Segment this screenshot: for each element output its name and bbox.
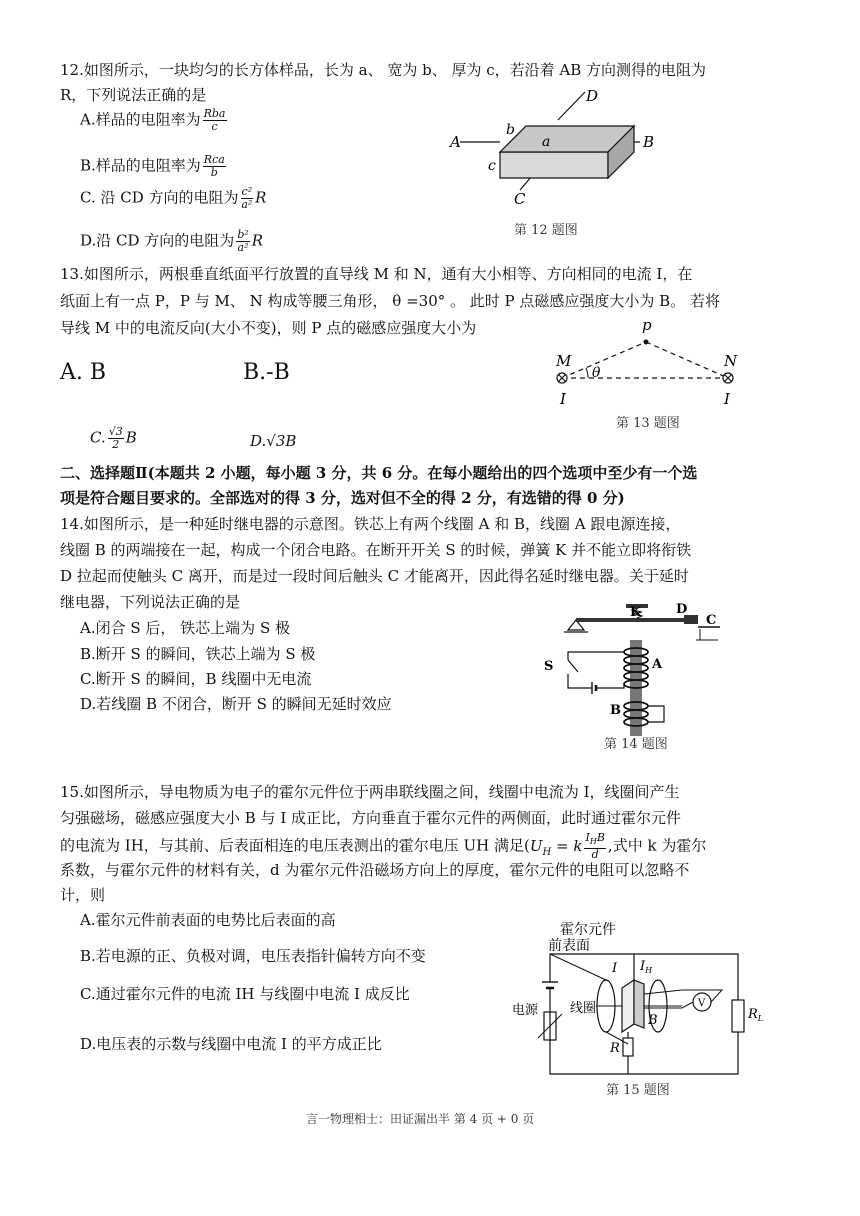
q15-label-i: I	[612, 961, 618, 976]
q14-line1: 14.如图所示，是一种延时继电器的示意图。铁芯上有两个线圈 A 和 B，线圈 A 跟电源连接，	[60, 515, 681, 533]
q14-wire-left	[568, 674, 592, 688]
q15-option-b: B.若电源的正、负极对调，电压表指针偏转方向不变	[80, 947, 426, 965]
q13-label-i2: I	[724, 390, 730, 408]
q13-label-m: M	[556, 352, 572, 370]
q13-angle-arc	[586, 368, 588, 378]
q12-option-d: D.沿 CD 方向的电阻为 $\frac{\text{b²}}{\text{a²}}$ R	[80, 228, 264, 254]
q14-wire-bottom	[596, 684, 624, 688]
q13-figure	[548, 314, 758, 436]
q15-wire-coil	[550, 954, 606, 980]
q12-label-width: b	[506, 122, 515, 138]
q15-label-b: B	[648, 1013, 658, 1028]
section2-line2: 项是符合题目要求的。全部选对的得 3 分，选对但不全的得 2 分，有选错的得 0 分)	[60, 489, 625, 507]
q13-option-a: A. B	[60, 360, 107, 385]
q14-label-c: C	[706, 613, 717, 628]
q14-line4: 继电器，下列说法正确的是	[60, 593, 241, 611]
q14-line2: 线圈 B 的两端接在一起，构成一个闭合电路。在断开开关 S 的时候，弹簧 K 并不能立即将衔铁	[60, 541, 692, 559]
q12-c-fraction: $\frac{\text{c²}}{\text{a²}}$	[241, 185, 253, 211]
q15-option-a: A.霍尔元件前表面的电势比后表面的高	[80, 911, 336, 929]
q12-label-thickness: c	[488, 158, 496, 174]
q14-switch-s	[568, 660, 578, 672]
q15-resistor-r	[623, 1038, 633, 1056]
q12-d-fraction: $\frac{\text{b²}}{\text{a²}}$	[237, 228, 249, 254]
q15-label-rl: $R_L$	[748, 1007, 764, 1023]
q12-figure	[440, 82, 670, 252]
q15-option-d: D.电压表的示数与线圈中电流 I 的平方成正比	[80, 1035, 382, 1053]
q15-hall-side	[634, 980, 644, 1028]
q14-label-b: B	[610, 703, 621, 718]
q15-label-hall: 霍尔元件	[560, 922, 616, 938]
q13-option-d: D.√3B	[250, 432, 297, 450]
q12-caption: 第 12 题图	[514, 223, 578, 238]
q13-line-mp	[562, 342, 646, 378]
q15-line2: 匀强磁场，磁感应强度大小 B 与 I 成正比，方向垂直于霍尔元件的两侧面，此时通过霍尔元件	[60, 809, 682, 827]
q15-line5: 计，则	[60, 886, 106, 904]
q13-line3: 导线 M 中的电流反向(大小不变)，则 P 点的磁感应强度大小为	[60, 319, 477, 337]
q15-caption: 第 15 题图	[606, 1083, 670, 1098]
q15-label-source: 电源	[512, 1003, 539, 1018]
q14-label-k: K	[630, 605, 642, 620]
q14-label-s: S	[544, 659, 554, 674]
q12-option-a: A.样品的电阻率为 $\frac{\text{Rba}}{c}$	[80, 107, 226, 133]
page-footer: 言一物理相士：田证漏出半 第 4 页 + 0 页	[306, 1112, 535, 1126]
q12-a-fraction: $\frac{\text{Rba}}{c}$	[203, 107, 226, 133]
q12-line-d	[558, 92, 585, 120]
q14-label-d: D	[676, 602, 688, 617]
q15-label-coil: 线圈	[570, 1001, 597, 1016]
q12-b-fraction: $\frac{\text{Rca}}{b}$	[203, 153, 225, 179]
q13-caption: 第 13 题图	[616, 416, 680, 431]
q13-option-b: B.-B	[243, 360, 290, 385]
q15-line1: 15.如图所示，导电物质为电子的霍尔元件位于两串联线圈之间，线圈中电流为 I，线圈间产生	[60, 783, 680, 801]
q12-line2: R，下列说法正确的是	[60, 86, 207, 104]
q15-label-v: V	[698, 998, 706, 1009]
q15-resistor-rl	[732, 1000, 744, 1032]
q12-label-b: B	[643, 133, 655, 151]
q12-option-c: C. 沿 CD 方向的电阻为 $\frac{\text{c²}}{\text{a²}}$ R	[80, 185, 267, 211]
q15-label-r: R	[610, 1041, 620, 1056]
q15-option-c: C.通过霍尔元件的电流 IH 与线圈中电流 I 成反比	[80, 985, 410, 1003]
section2-line1: 二、选择题Ⅱ(本题共 2 小题，每小题 3 分，共 6 分。在每小题给出的四个选项中至少有一个选	[60, 464, 698, 482]
q13-label-n: N	[724, 352, 738, 370]
q15-label-front: 前表面	[548, 938, 590, 954]
q14-option-d: D.若线圈 B 不闭合，断开 S 的瞬间无延时效应	[80, 695, 392, 713]
q13-label-p: p	[642, 316, 652, 334]
q14-coil-b-loop	[648, 706, 664, 722]
q15-line4: 系数，与霍尔元件的材料有关，d 为霍尔元件沿磁场方向上的厚度，霍尔元件的电阻可以忽略不	[60, 861, 690, 879]
q12-option-b: B.样品的电阻率为 $\frac{\text{Rca}}{b}$	[80, 153, 225, 179]
q15-hall-front	[622, 980, 634, 1032]
q15-label-ih: $I_H$	[640, 959, 653, 975]
q13-option-c: C. $\frac{√3}{2}$ B	[90, 425, 137, 451]
q13-label-theta: θ	[592, 365, 601, 381]
q12-label-a: A	[450, 133, 461, 151]
q14-label-a: A	[652, 657, 663, 672]
q13-line2: 纸面上有一点 P，P 与 M、 N 构成等腰三角形， θ =30° 。 此时 P 点磁感应强度大小为 B。 若将	[60, 292, 720, 310]
q13-point-p	[644, 340, 649, 345]
q15-figure	[510, 920, 770, 1100]
q14-caption: 第 14 题图	[604, 737, 668, 752]
q15-voltmeter-wire1	[644, 1002, 693, 1008]
q15-formula: $U_H = k$ $\frac{I_HB}{d}$	[529, 831, 605, 862]
q12-label-c: C	[514, 190, 526, 208]
q12-label-d: D	[586, 87, 599, 105]
q12-label-length: a	[542, 134, 551, 150]
q14-option-c: C.断开 S 的瞬间，B 线圈中无电流	[80, 670, 312, 688]
q13-c-fraction: $\frac{√3}{2}$	[108, 425, 123, 451]
q12-line1: 12.如图所示，一块均匀的长方体样品，长为 a、 宽为 b、 厚为 c，若沿着 AB 方向测得的电阻为	[60, 61, 707, 79]
q14-figure	[538, 602, 738, 756]
q14-line3: D 拉起而使触头 C 离开，而是过一段时间后触头 C 才能离开，因此得名延时继电器。关于延时	[60, 567, 689, 585]
q14-wire-top	[568, 652, 624, 660]
q13-line-pn	[646, 342, 728, 378]
q14-option-b: B.断开 S 的瞬间，铁芯上端为 S 极	[80, 645, 316, 663]
q13-label-i1: I	[560, 390, 566, 408]
q12-block-front	[500, 152, 608, 178]
q14-option-a: A.闭合 S 后， 铁芯上端为 S 极	[80, 619, 290, 637]
q13-line1: 13.如图所示，两根垂直纸面平行放置的直导线 M 和 N，通有大小相等、方向相同的电流 I，在	[60, 265, 693, 283]
q15-line3: 的电流为 IH，与其前、后表面相连的电压表测出的霍尔电压 UH 满足($U_H = k$ $\frac{I_HB}{d}$ ,式中 k 为霍尔	[60, 831, 707, 862]
